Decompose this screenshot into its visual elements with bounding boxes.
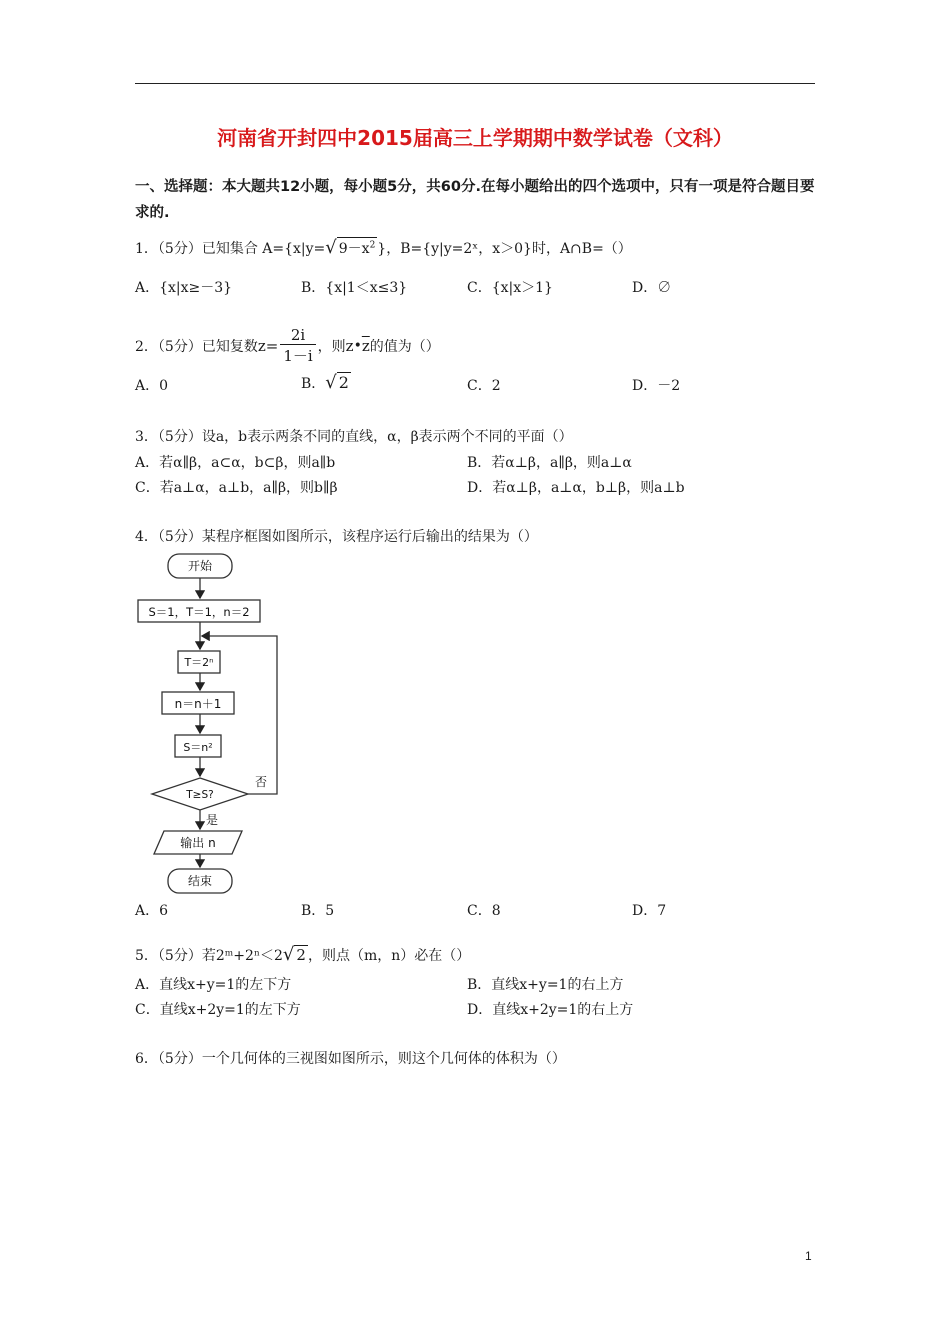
q5-option-d: D．直线x+2y=1的右上方: [467, 1002, 634, 1018]
flowchart: [130, 548, 290, 898]
q2-mid: ，则: [317, 339, 346, 355]
question-2: [135, 326, 440, 366]
q5-option-b: B．直线x+y=1的右上方: [467, 977, 624, 993]
q5-prefix: 5．（5分）若2ᵐ+2ⁿ＜2: [135, 948, 283, 964]
q2-fraction: [280, 326, 315, 366]
q2-dot: •: [353, 338, 362, 354]
q1-exponent: 2: [369, 240, 376, 251]
q3-option-a: A．若α∥β，a⊂α，b⊂β，则a∥b: [135, 455, 336, 471]
question-1: [135, 237, 632, 258]
q1-sqrt: [337, 237, 378, 258]
q4-option-d: D．7: [632, 903, 667, 919]
flow-condition-label: T≥S?: [186, 789, 214, 801]
page-title: 河南省开封四中2015届高三上学期期中数学试卷（文科）: [217, 126, 733, 150]
flow-s-assign-label: S＝n²: [183, 741, 213, 754]
flow-no-label: 否: [254, 775, 268, 789]
q1-option-d: D．∅: [632, 280, 672, 296]
q1-option-b: B．{x|1＜x≤3}: [301, 280, 408, 296]
q5-radicand: 2: [296, 946, 306, 964]
radical-sign: √: [325, 237, 337, 258]
page-number: 1: [805, 1249, 812, 1263]
q1-prefix: 1．（5分）已知集合 A={x|y=: [135, 241, 326, 257]
q2-numerator: 2i: [280, 326, 315, 345]
q2-z: z: [345, 337, 354, 355]
q5-option-a: A．直线x+y=1的左下方: [135, 977, 292, 993]
q4-option-a: A．6: [135, 903, 169, 919]
section-heading: 一、选择题：本大题共12小题，每小题5分，共60分.在每小题给出的四个选项中，只有一项是符合题目要求的.: [135, 179, 815, 221]
q2-option-b-radicand: 2: [338, 373, 349, 392]
q2-option-b-label: B．: [301, 376, 326, 392]
q1-option-c: C．{x|x＞1}: [467, 280, 553, 296]
flow-start-label: 开始: [187, 559, 213, 573]
flow-output-label: 输出 n: [180, 836, 216, 850]
q1-suffix: }，B={y|y=2ˣ，x＞0}时，A∩B=（）: [377, 241, 632, 257]
q5-option-c: C．直线x+2y=1的左下方: [135, 1002, 301, 1018]
q2-option-a: A．0: [135, 378, 169, 394]
q2-denominator: 1－i: [283, 347, 313, 365]
question-4: 4．（5分）某程序框图如图所示，该程序运行后输出的结果为（）: [135, 529, 538, 545]
q1-radicand: 9－x: [338, 241, 370, 257]
question-3: 3．（5分）设a，b表示两条不同的直线，α，β表示两个不同的平面（）: [135, 429, 573, 445]
question-6: 6．（5分）一个几何体的三视图如图所示，则这个几何体的体积为（）: [135, 1051, 566, 1067]
q3-option-c: C．若a⊥α，a⊥b，a∥β，则b∥β: [135, 480, 338, 496]
q2-option-c: C．2: [467, 378, 501, 394]
q3-option-d: D．若α⊥β，a⊥α，b⊥β，则a⊥b: [467, 480, 685, 496]
radical-sign: √: [282, 944, 295, 965]
flow-n-inc-label: n＝n＋1: [174, 697, 222, 711]
header-rule: [135, 83, 815, 84]
q3-option-b: B．若α⊥β，a∥β，则a⊥α: [467, 455, 632, 471]
flow-yes-label: 是: [205, 813, 219, 827]
q2-zbar: $\overline{z}$: [361, 337, 370, 355]
q4-option-c: C．8: [467, 903, 501, 919]
q5-suffix: ，则点（m，n）必在（）: [307, 948, 471, 964]
q2-option-b: [301, 372, 351, 393]
q2-prefix: 2．（5分）已知复数: [135, 339, 258, 355]
flow-end-label: 结束: [187, 874, 213, 888]
q2-option-d: D．－2: [632, 378, 681, 394]
flow-t-assign-label: T＝2ⁿ: [184, 656, 214, 669]
flow-init-label: S＝1，T＝1，n＝2: [148, 605, 250, 619]
radical-sign: √: [325, 372, 337, 393]
q4-option-b: B．5: [301, 903, 335, 919]
question-5: [135, 944, 470, 965]
q2-suffix: 的值为（）: [369, 339, 440, 355]
q2-z-equals: z=: [257, 337, 279, 355]
q1-option-a: A．{x|x≥－3}: [135, 280, 233, 296]
